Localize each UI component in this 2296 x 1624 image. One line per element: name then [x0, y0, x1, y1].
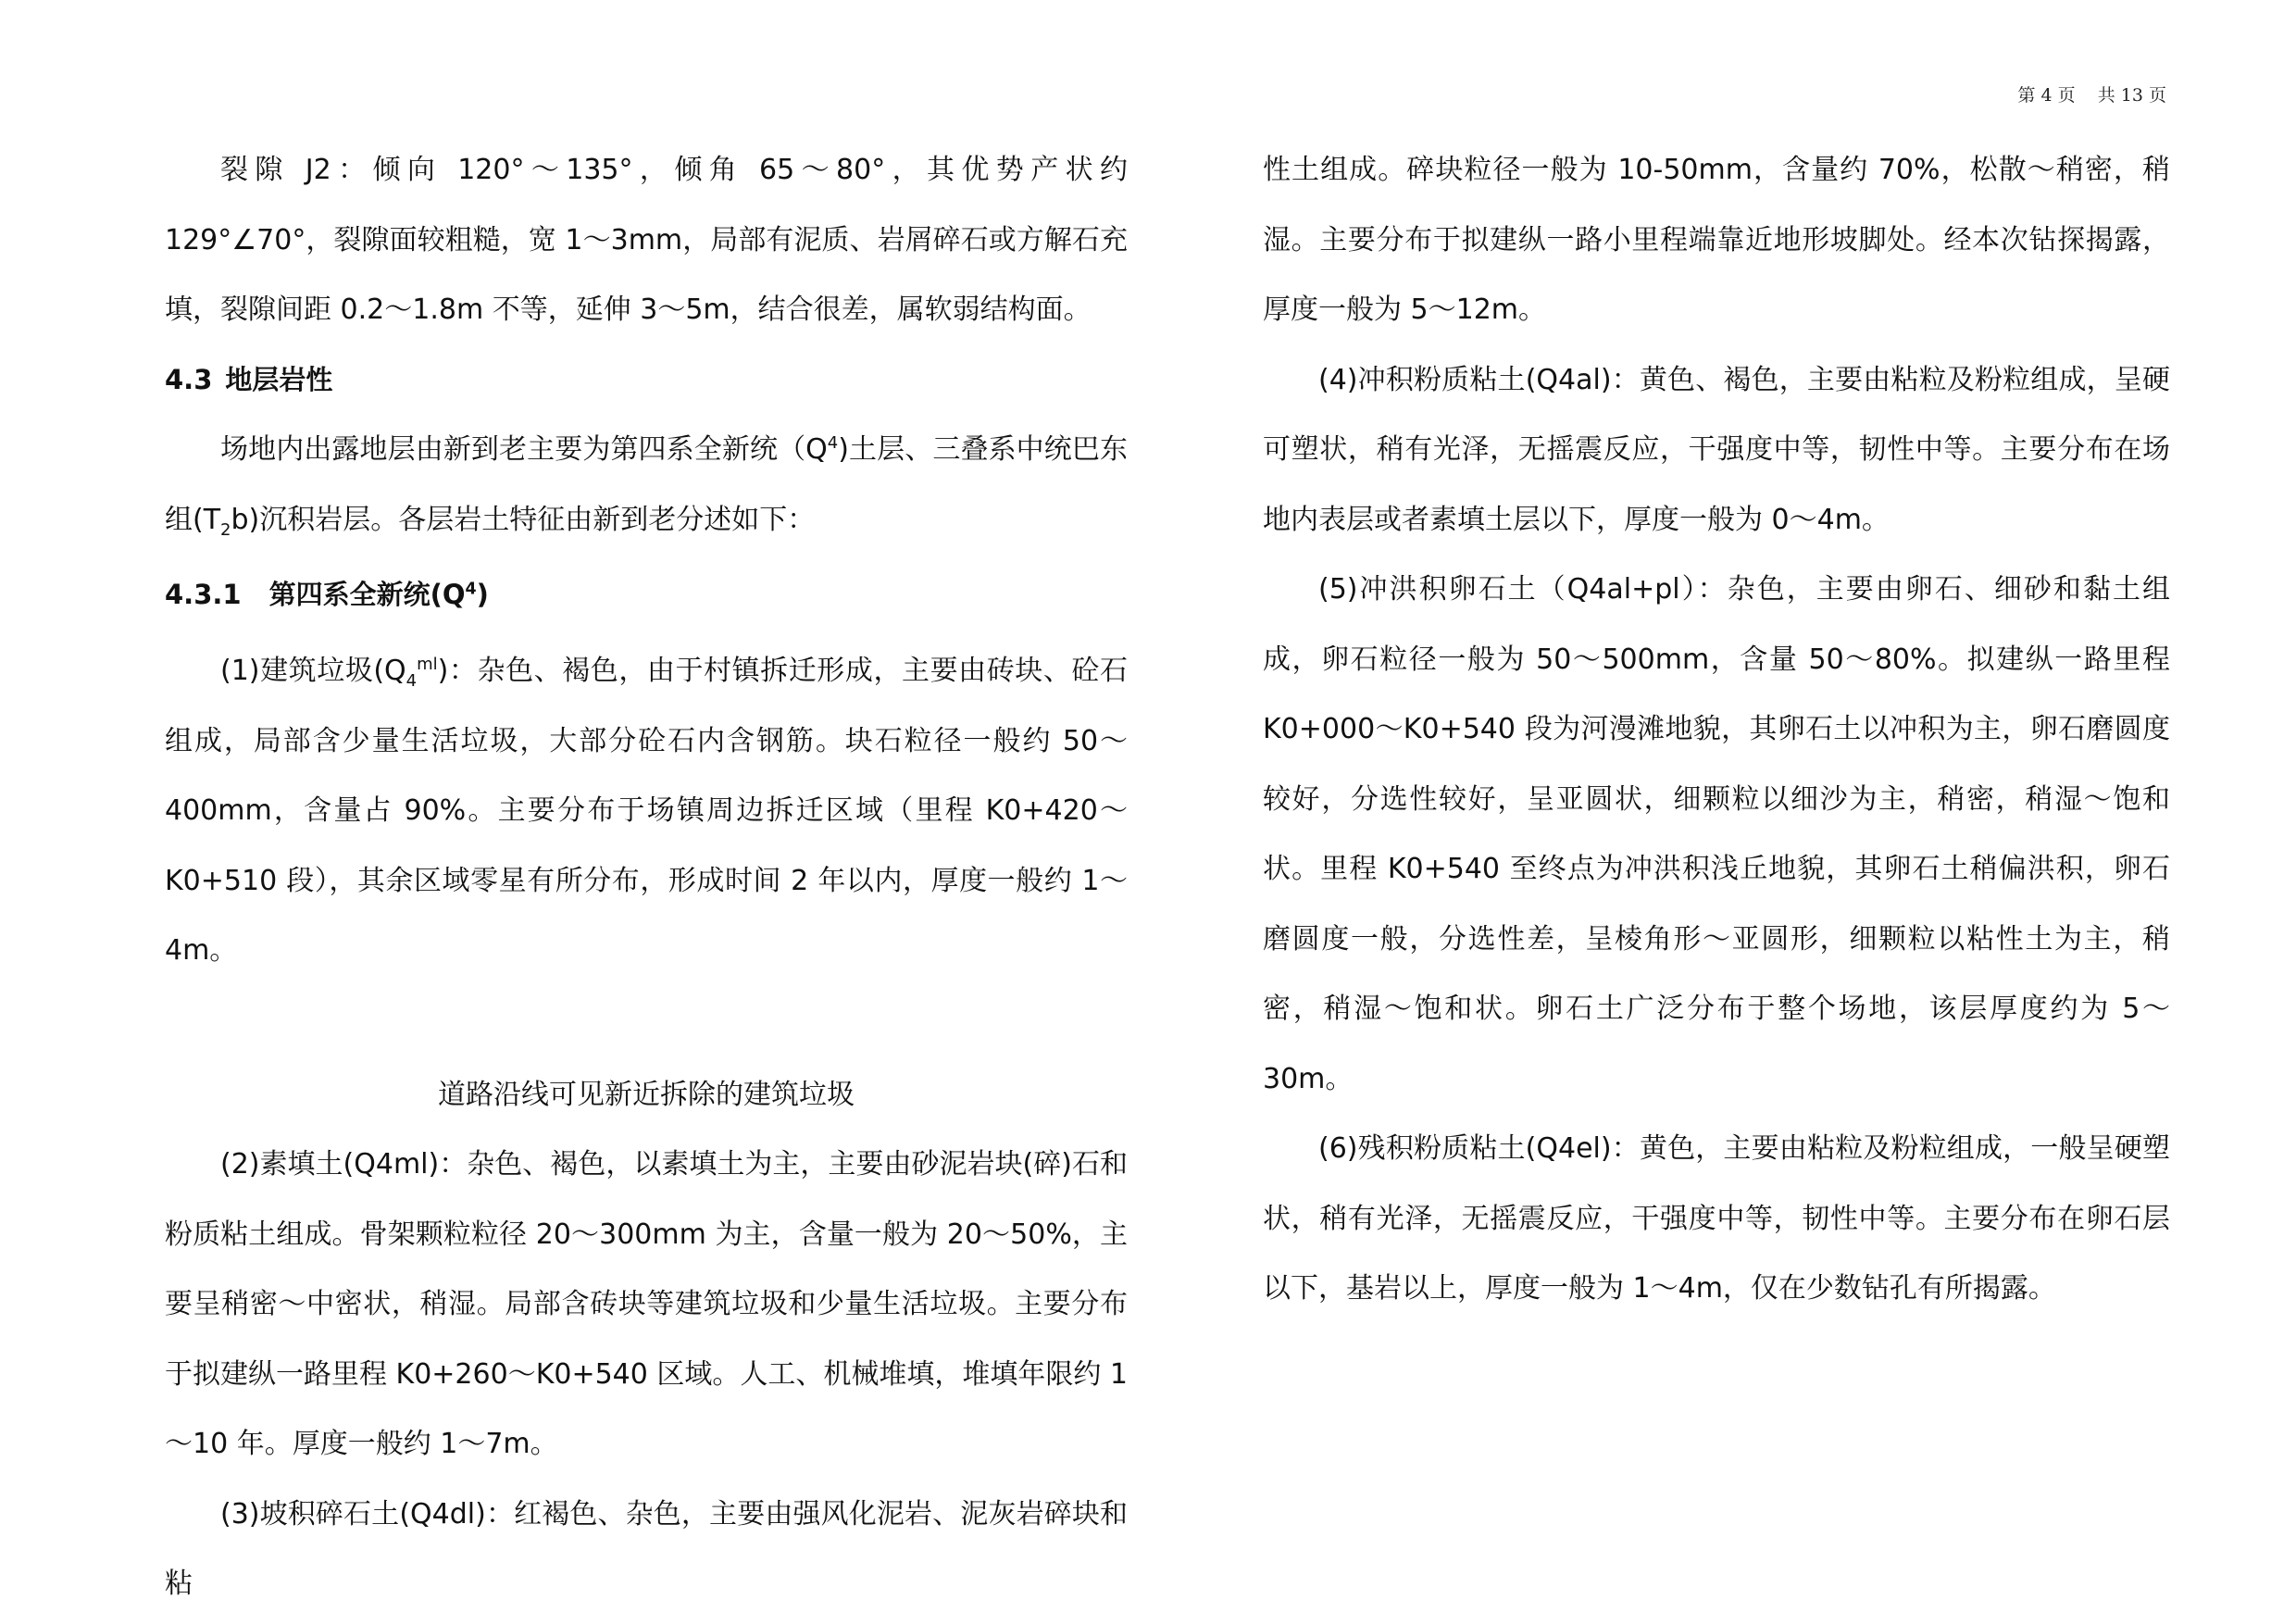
- section-number: 4.3.1: [165, 579, 242, 610]
- paragraph-alluvial-clay: (4)冲积粉质粘土(Q4al)：黄色、褐色，主要由粘粒及粉粒组成，呈硬可塑状，稍有光泽，无摇震反应，干强度中等，韧性中等。主要分布在场地内表层或者素填土层以下，厚度一般为 0～4m。: [1263, 363, 2170, 536]
- page-number: 第 4 页 共 13 页: [2017, 85, 2166, 106]
- paragraph-fracture-j2: 裂隙 J2：倾向 120°～135°，倾角 65～80°，其优势产状约 129°∠70°，裂隙面较粗糙，宽 1～3mm，局部有泥质、岩屑碎石或方解石充填，裂隙间距 0.2～1.8m 不等，延伸 3～5m，结合很差，属软弱结构面。: [165, 154, 1128, 326]
- paragraph-residual-clay: (6)残积粉质粘土(Q4el)：黄色，主要由粘粒及粉粒组成，一般呈硬塑状，稍有光泽，无摇震反应，干强度中等，韧性中等。主要分布在卵石层以下，基岩以上，厚度一般为 1～4m，仅在少数钻孔有所揭露。: [1263, 1132, 2170, 1305]
- figure-caption: 道路沿线可见新近拆除的建筑垃圾: [438, 1078, 855, 1111]
- section-title: 地层岩性: [225, 363, 333, 395]
- paragraph-construction-waste: (1)建筑垃圾$(Q_4^{ml})$：杂色、褐色，由于村镇拆迁形成，主要由砖块、砼石组成，局部含少量生活垃圾，大部分砼石内含钢筋。块石粒径一般约 50～400mm，含量占 90%。主要分布于场镇周边拆迁区域（里程 K0+420～K0+510 段），其余区域零星有所分布，形成时间 2 年以内，厚度一般约 1～4m。: [165, 655, 1128, 967]
- section-heading-4-3-1: 4.3.1 第四系全新统$(Q^4)$: [165, 579, 489, 610]
- paragraph-plain-fill: (2)素填土(Q4ml)：杂色、褐色，以素填土为主，主要由砂泥岩块(碎)石和粉质粘土组成。骨架颗粒粒径 20～300mm 为主，含量一般为 20～50%，主要呈稍密～中密状，稍湿。局部含砖块等建筑垃圾和少量生活垃圾。主要分布于拟建纵一路里程 K0+260～K0+540 区域。人工、机械堆填，堆填年限约 1～10 年。厚度一般约 1～7m。: [165, 1148, 1129, 1460]
- paragraph-pebble-soil: (5)冲洪积卵石土（Q4al+pl）：杂色，主要由卵石、细砂和黏土组成，卵石粒径一般为 50～500mm，含量 50～80%。拟建纵一路里程 K0+000～K0+540 段为河漫滩地貌，其卵石土以冲积为主，卵石磨圆度较好，分选性较好，呈亚圆状，细颗粒以细沙为主，稍密，稍湿～饱和状。里程 K0+540 至终点为冲洪积浅丘地貌，其卵石土稍偏洪积，卵石磨圆度一般，分选性差，呈棱角形～亚圆形，细颗粒以粘性土为主，稍密，稍湿～饱和状。卵石土广泛分布于整个场地，该层厚度约为 5～30m。: [1263, 573, 2170, 1095]
- paragraph-strata-overview: 场地内出露地层由新到老主要为第四系全新统$(Q^4)$土层、三叠系中统巴东组$(T_2b)$沉积岩层。各层岩土特征由新到老分述如下：: [165, 433, 1128, 540]
- paragraph-slope-gravel: (3)坡积碎石土(Q4dl)：红褐色、杂色，主要由强风化泥岩、泥灰岩碎块和粘: [165, 1497, 1128, 1600]
- left-column: [165, 135, 1128, 1619]
- section-heading-4-3: [165, 345, 1128, 416]
- paragraph-slope-gravel-continued: 性土组成。碎块粒径一般为 10-50mm，含量约 70%，松散～稍密，稍湿。主要分布于拟建纵一路小里程端靠近地形坡脚处。经本次钻探揭露，厚度一般为 5～12m。: [1263, 154, 2170, 326]
- section-number: 4.3: [165, 363, 213, 395]
- right-column: [1263, 135, 2170, 1324]
